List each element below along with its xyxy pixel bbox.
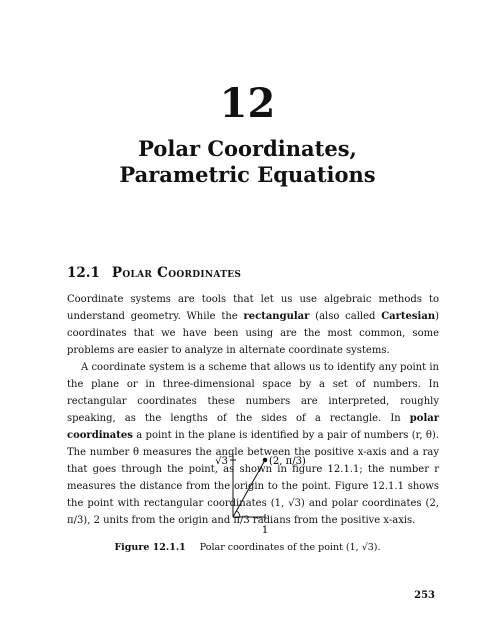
paragraph-1-text-2: (also called [309,311,382,322]
ray-to-point [233,460,265,517]
paragraph-1-text-1: Coordinate systems are tools that let us use algebraic methods to understand geometry. While the [67,294,439,322]
point-label: (2, π/3) [269,456,306,467]
y-tick-label: √3 [215,456,228,467]
term-rectangular: rectangular [243,311,310,322]
paragraph-1 [67,291,439,359]
section-number: 12.1 [67,265,100,281]
figure-12-1-1 [200,445,340,545]
chapter-title [0,136,495,188]
caption-label: Figure 12.1.1 [114,542,186,553]
paragraph-2-text-2: a point in the plane is identified by a pair of numbers (r, θ). The number θ measures the angle between the positive x-axis and a ray that goes through the point, as shown in figure 12.1.1; the number r measures the distance from the origin to the point. Figure 12.1.1 shows the point with rectangular coordinates (1, √3) and polar coordinates (2, π/3), 2 units from the origin and π/3 radians from the positive x-axis. [67,430,439,526]
page-number: 253 [414,590,435,601]
chapter-title-line-2: Parametric Equations [119,162,376,187]
paragraph-1-text-3: ) coordinates that we have been using are the most common, some problems are easier to analyze in alternate coordinate systems. [67,311,439,356]
figure-caption [0,541,495,555]
angle-arc [236,511,240,517]
section-title: Polar Coordinates [111,265,242,281]
chapter-number: 12 [219,80,276,127]
chapter-title-line-1: Polar Coordinates, [138,136,357,161]
caption-text: Polar coordinates of the point (1, √3). [199,542,381,553]
polar-diagram [200,445,340,545]
point-marker [263,458,268,463]
term-polar-coordinates: polar coordinates [67,413,439,441]
x-tick-label: 1 [261,525,269,536]
term-cartesian: Cartesian [381,311,436,322]
section-heading [67,264,241,282]
paragraph-2-text-1: A coordinate system is a scheme that allows us to identify any point in the plane or in three-dimensional space by a set of numbers. In rectangular coordinates these numbers are interpreted, roughly speaking, as the lengths of the sides of a rectangle. In [67,362,439,424]
